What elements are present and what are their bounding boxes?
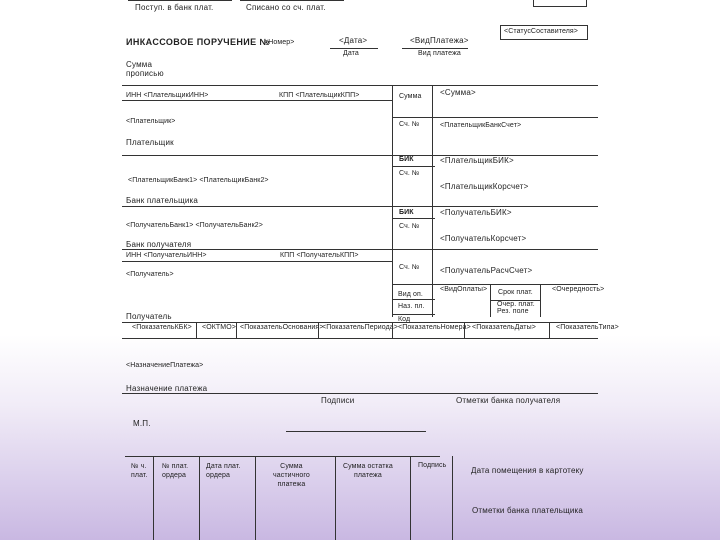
payee-bank-acc-label: Сч. № [399,223,420,230]
purpose-label: Назначение платежа [126,384,208,393]
payee-account-field: <ПолучательРасчСчет> [440,266,533,275]
tax-number-field: <ПоказательНомера> [398,324,471,331]
payer-bank-corr-field: <ПлательщикКорсчет> [440,182,529,191]
payer-account-label: Сч. № [399,121,420,128]
order-field: <Очередность> [552,286,605,293]
tax-basis-field: <ПоказательОснования> [240,324,324,331]
signatures-label: Подписи [321,396,355,405]
partial-no-label: № ч. плат. [131,463,148,479]
payee-kpp-label: КПП <ПолучательКПП> [280,252,359,259]
payer-kpp-field: <ПлательщикКПП> [295,92,360,99]
sum-field: <Сумма> [440,88,476,97]
payee-bank-name-field: <ПолучательБанк1> <ПолучательБанк2> [126,222,263,229]
payee-inn-field: <ПолучательИНН> [143,252,207,259]
stamp-place-label: М.П. [133,419,151,428]
payee-bank-marks-label: Отметки банка получателя [456,396,561,405]
payer-inn-field: <ПлательщикИНН> [143,92,209,99]
payee-bik-label: БИК [399,209,414,216]
signature-line [286,431,426,432]
tax-oktmo-field: <ОКТМО> [202,324,236,331]
tax-date-field: <ПоказательДаты> [472,324,536,331]
payment-type-label: Вид платежа [418,50,461,57]
form-code-box [533,0,587,7]
op-type-label: Вид оп. [398,291,423,298]
payee-name-field: <Получатель> [126,271,174,278]
payee-account-label: Сч. № [399,264,420,271]
payer-bank-name-field: <ПлательщикБанк1> <ПлательщикБанк2> [128,177,269,184]
tax-type-field: <ПоказательТипа> [556,324,619,331]
payee-inn-label: ИНН <ПолучательИНН> [126,252,207,259]
payment-type-field: <ВидПлатежа> [410,36,469,45]
payee-bik-field: <ПолучательБИК> [440,208,512,217]
payer-inn-label: ИНН <ПлательщикИНН> [126,92,209,99]
amount-in-words-label-1: Сумма [126,60,153,69]
payer-bank-acc-label: Сч. № [399,170,420,177]
document-title: ИНКАССОВОЕ ПОРУЧЕНИЕ № [126,37,270,47]
received-in-bank-label: Поступ. в банк плат. [135,3,214,12]
purpose-code-label: Наз. пл. [398,303,425,310]
payer-bank-marks-label: Отметки банка плательщика [472,506,584,515]
payee-bank-label: Банк получателя [126,240,192,249]
pay-term-label: Срок плат. [498,289,533,296]
amount-in-words-label-2: прописью [126,69,164,78]
payee-bank-corr-field: <ПолучательКорсчет> [440,234,527,243]
payer-bik-label: БИК [399,156,414,163]
payer-account-field: <ПлательщикБанкСчет> [440,122,522,129]
payee-label: Получатель [126,312,172,321]
payer-name-field: <Плательщик> [126,118,176,125]
order-no-label: № плат. ордера [162,463,189,479]
cardfile-date-label: Дата помещения в картотеку [471,466,584,475]
payer-status-field: <СтатусСоставителя> [504,28,578,35]
date-field: <Дата> [339,36,368,45]
payer-bank-label: Банк плательщика [126,196,199,205]
bottom-signature-label: Подпись [418,462,447,469]
payer-bik-field: <ПлательщикБИК> [440,156,514,165]
tax-kbk-field: <ПоказательКБК> [132,324,192,331]
document-number-field: <Номер> [264,39,295,46]
tax-period-field: <ПоказательПериода> [322,324,398,331]
date-label: Дата [343,50,359,57]
balance-sum-label: Сумма остатка платежа [343,463,393,479]
code-label: Код [398,316,411,323]
order-label: Очер. плат. [497,301,535,308]
order-date-label: Дата плат. ордера [206,463,241,479]
debited-from-account-label: Списано со сч. плат. [246,3,326,12]
op-type-field: <ВидОплаты> [440,286,488,293]
purpose-field: <НазначениеПлатежа> [126,362,204,369]
payer-kpp-label: КПП <ПлательщикКПП> [279,92,360,99]
res-field-label: Рез. поле [497,308,529,315]
payee-kpp-field: <ПолучательКПП> [296,252,359,259]
partial-sum-label: Сумма частичного платежа [273,463,310,488]
payer-label: Плательщик [126,138,174,147]
sum-label: Сумма [399,93,422,100]
